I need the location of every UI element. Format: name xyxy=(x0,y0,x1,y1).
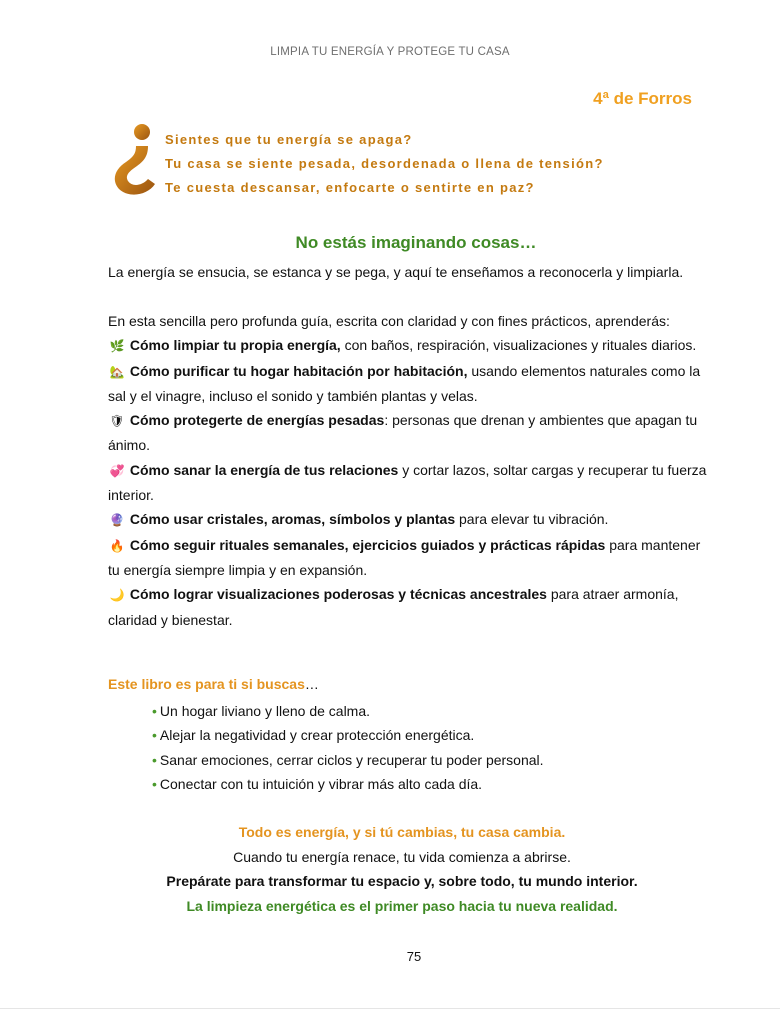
learn-item xyxy=(108,533,708,583)
learn-item-text: para atraer armonía, claridad y bienestar. xyxy=(108,586,679,628)
intro-paragraph: La energía se ensucia, se estanca y se pega, y aquí te enseñamos a reconocerla y limpiarla. xyxy=(108,264,684,280)
list-item xyxy=(152,723,544,747)
learn-item xyxy=(108,507,708,532)
learn-item-text: y cortar lazos, soltar cargas y recuperar tu fuerza interior. xyxy=(108,461,707,504)
question-line: Tu casa se siente pesada, desordenada o llena de tensión? xyxy=(165,156,604,171)
closing-block xyxy=(0,820,780,918)
closing-line: Todo es energía, y si tú cambias, tu casa cambia. xyxy=(238,824,566,840)
house-icon: 🏡 xyxy=(109,364,125,379)
for-you-heading-ellipsis: … xyxy=(304,676,319,692)
bullet-dot-icon: • xyxy=(152,727,157,744)
learn-item-text: para elevar tu vibración. xyxy=(455,511,609,528)
hearts-icon: 💞 xyxy=(109,463,125,478)
inverted-question-mark-icon xyxy=(108,118,164,198)
question-line: Sientes que tu energía se apaga? xyxy=(165,132,413,147)
learn-item-text: para mantener tu energía siempre limpia y en expansión. xyxy=(108,536,701,578)
learn-item-title: Cómo limpiar tu propia energía, xyxy=(129,337,341,354)
learn-item-text: con baños, respiración, visualizaciones y rituales diarios. xyxy=(340,337,697,354)
fire-icon: 🔥 xyxy=(109,538,125,553)
list-item xyxy=(152,772,544,796)
section-title: 4ª de Forros xyxy=(593,89,692,108)
learn-item-title: Cómo seguir rituales semanales, ejercicios guiados y prácticas rápidas xyxy=(129,536,606,553)
learn-item-text: : personas que drenan y ambientes que apagan tu ánimo. xyxy=(108,412,698,454)
closing-line: Cuando tu energía renace, tu vida comienza a abrirse. xyxy=(233,848,571,865)
learn-item-title: Cómo protegerte de energías pesadas xyxy=(129,412,385,429)
list-item-text: Sanar emociones, cerrar ciclos y recuperar tu poder personal. xyxy=(159,751,544,768)
page-bottom-divider xyxy=(0,1008,780,1009)
headline: No estás imaginando cosas… xyxy=(295,233,537,252)
bullet-dot-icon: • xyxy=(152,703,157,719)
closing-line: Prepárate para transformar tu espacio y, sobre todo, tu mundo interior. xyxy=(166,873,638,889)
herb-icon: 🌿 xyxy=(109,339,125,354)
learn-item xyxy=(108,333,708,358)
learn-item-text: usando elementos naturales como la sal y el vinagre, incluso el sonido y también plantas y velas. xyxy=(108,362,701,404)
learn-item-title: Cómo purificar tu hogar habitación por habitación, xyxy=(129,362,468,379)
bullet-dot-icon: • xyxy=(152,775,157,792)
for-you-heading xyxy=(108,676,319,692)
question-line: Te cuesta descansar, enfocarte o sentirte en paz? xyxy=(165,180,535,195)
closing-line: La limpieza energética es el primer paso hacia tu nueva realidad. xyxy=(186,897,618,914)
crystal-ball-icon: 🔮 xyxy=(109,513,125,528)
moon-icon: 🌙 xyxy=(109,588,125,603)
learn-item-title: Cómo sanar la energía de tus relaciones xyxy=(129,461,399,478)
list-item xyxy=(152,748,544,772)
running-header: LIMPIA TU ENERGÍA Y PROTEGE TU CASA xyxy=(270,46,510,58)
learn-item-title: Cómo usar cristales, aromas, símbolos y plantas xyxy=(129,511,456,528)
learn-lead: En esta sencilla pero profunda guía, escrita con claridad y con fines prácticos, aprenderás: xyxy=(108,313,670,329)
bullet-dot-icon: • xyxy=(152,751,157,768)
learn-item xyxy=(108,408,708,458)
for-you-list xyxy=(152,699,544,796)
learn-item xyxy=(108,359,708,409)
page-number: 75 xyxy=(406,949,422,964)
list-item-text: Alejar la negatividad y crear protección energética. xyxy=(159,727,475,744)
learn-item xyxy=(108,458,708,508)
shield-icon: 🛡 xyxy=(109,414,125,429)
question-block xyxy=(165,128,604,200)
learn-item xyxy=(108,582,708,632)
list-item-text: Conectar con tu intuición y vibrar más alto cada día. xyxy=(159,775,483,792)
learn-item-title: Cómo lograr visualizaciones poderosas y técnicas ancestrales xyxy=(129,586,547,603)
learn-block xyxy=(108,309,708,632)
list-item-text: Un hogar liviano y lleno de calma. xyxy=(159,703,371,719)
for-you-heading-text: Este libro es para ti si buscas xyxy=(108,676,305,692)
list-item xyxy=(152,699,544,723)
